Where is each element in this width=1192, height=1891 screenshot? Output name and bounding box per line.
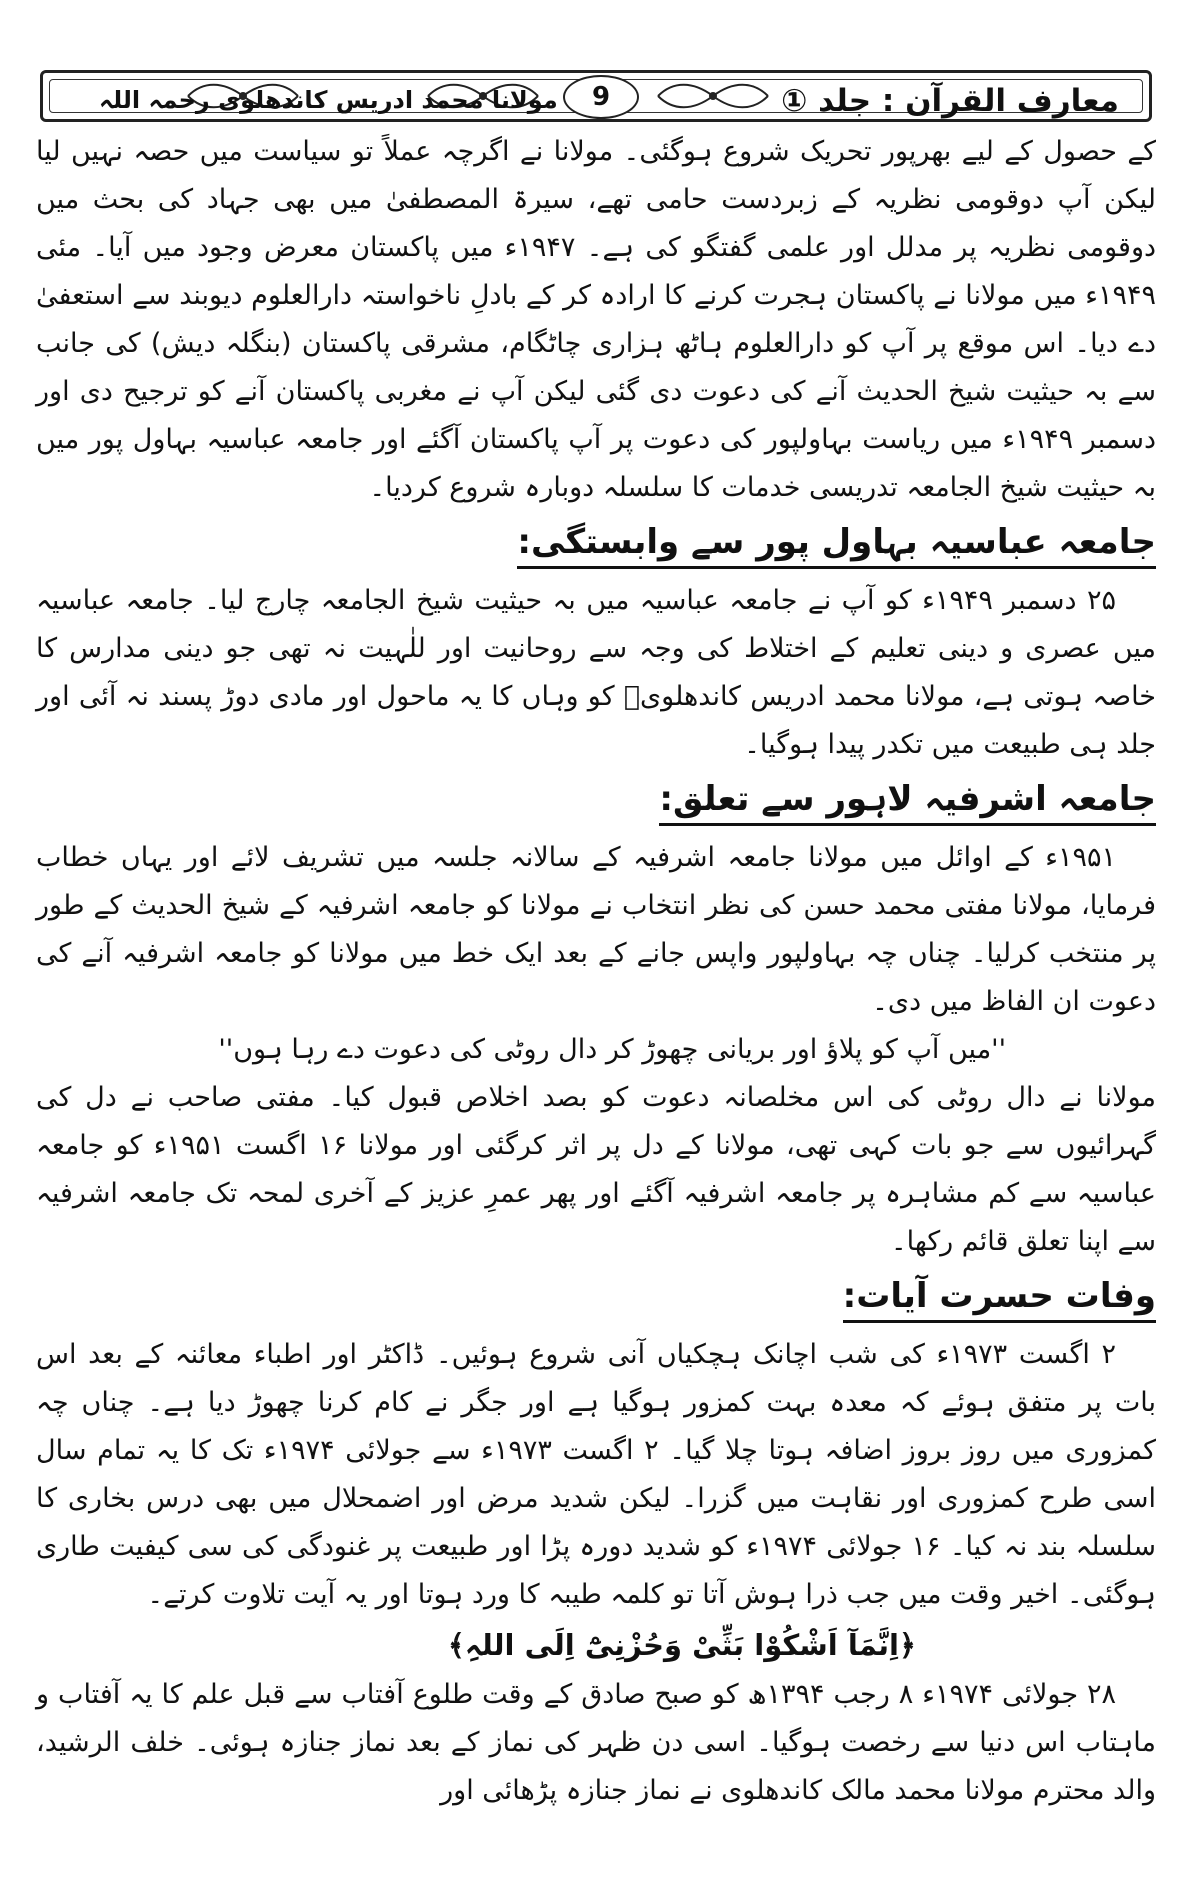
header-author: مولانا محمد ادریس کاندھلوی رحمہ اللہ	[99, 86, 558, 114]
paragraph: کے حصول کے لیے بھرپور تحریک شروع ہوگئی۔ مولانا نے اگرچہ عملاً تو سیاست میں حصہ نہیں لیا لیکن آپ دوقومی نظریہ کے زبردست حامی تھے، سیرۃ المصطفیٰ میں بھی جہاد کی بحث میں دوقومی نظریہ پر مدلل اور علمی گفتگو کی ہے۔ ۱۹۴۷ء میں پاکستان معرض وجود میں آیا۔ مئی ۱۹۴۹ء میں مولانا نے پاکستان ہجرت کرنے کا ارادہ کر کے بادلِ ناخواستہ دارالعلوم دیوبند سے استعفیٰ دے دیا۔ اس موقع پر آپ کو دارالعلوم ہاٹھ ہزاری چاٹگام، مشرقی پاکستان (بنگلہ دیش) کی جانب سے بہ حیثیت شیخ الحدیث آنے کی دعوت دی گئی لیکن آپ نے مغربی پاکستان آنے کو ترجیح دی اور دسمبر ۱۹۴۹ء میں ریاست بہاولپور کی دعوت پر آپ پاکستان آگئے اور جامعہ عباسیہ بہاول پور میں بہ حیثیت شیخ الجامعہ تدریسی خدمات کا سلسلہ دوبارہ شروع کردیا۔	[36, 136, 1157, 503]
paragraph: ۲۵ دسمبر ۱۹۴۹ء کو آپ نے جامعہ عباسیہ میں بہ حیثیت شیخ الجامعہ چارج لیا۔ جامعہ عباسیہ میں عصری و دینی تعلیم کے اختلاط کی وجہ سے روحانیت اور للٰہیت نہ تھی جو دینی مدارس کا خاصہ ہوتی ہے، مولانا محمد ادریس کاندھلویؒ کو وہاں کا یہ ماحول اور مادی دوڑ پسند نہ آئی اور جلد ہی طبیعت میں تکدر پیدا ہوگیا۔	[36, 585, 1156, 760]
header-title: معارف القرآن : جلد ①	[781, 83, 1119, 119]
page-body	[36, 128, 1156, 1815]
paragraph: ۱۹۵۱ء کے اوائل میں مولانا جامعہ اشرفیہ کے سالانہ جلسہ میں تشریف لائے اور یہاں خطاب فرمایا، مولانا مفتی محمد حسن کی نظر انتخاب نے مولانا کو جامعہ اشرفیہ کے شیخ الحدیث کے طور پر منتخب کرلیا۔ چناں چہ بہاولپور واپس جانے کے بعد ایک خط میں مولانا کو جامعہ اشرفیہ آنے کی دعوت ان الفاظ میں دی۔	[36, 842, 1156, 1017]
page-header	[40, 70, 1152, 122]
paragraph: ۲ اگست ۱۹۷۳ء کی شب اچانک ہچکیاں آنی شروع ہوئیں۔ ڈاکٹر اور اطباء معائنہ کے بعد اس بات پر متفق ہوئے کہ معدہ بہت کمزور ہوگیا ہے اور جگر نے کام کرنا چھوڑ دیا ہے۔ چناں چہ کمزوری میں روز بروز اضافہ ہوتا چلا گیا۔ ۲ اگست ۱۹۷۳ء سے جولائی ۱۹۷۴ء تک کا یہ تمام سال اسی طرح کمزوری اور نقاہت میں گزرا۔ لیکن شدید مرض اور اضمحلال میں بھی درس بخاری کا سلسلہ بند نہ کیا۔ ۱۶ جولائی ۱۹۷۴ء کو شدید دورہ پڑا اور طبیعت پر غنودگی کی سی کیفیت طاری ہوگئی۔ اخیر وقت میں جب ذرا ہوش آتا تو کلمہ طیبہ کا ورد ہوتا اور یہ آیت تلاوت کرتے۔	[36, 1339, 1156, 1610]
section-heading: جامعہ اشرفیہ لاہور سے تعلق:	[659, 775, 1156, 826]
section-heading: وفات حسرت آیات:	[843, 1272, 1156, 1323]
ornament-center-right	[653, 79, 773, 113]
page-number: 9	[563, 75, 639, 119]
quran-verse: ﴿اِنَّمَآ اَشْکُوْا بَثِّیْ وَحُزْنِیْٓ اِلَی اللہِ﴾	[447, 1628, 916, 1662]
section-heading: جامعہ عباسیہ بہاول پور سے وابستگی:	[517, 518, 1156, 569]
paragraph: مولانا نے دال روٹی کی اس مخلصانہ دعوت کو بصد اخلاص قبول کیا۔ مفتی صاحب نے دل کی گہرائیوں سے جو بات کہی تھی، مولانا کے دل پر اثر کرگئی اور مولانا ۱۶ اگست ۱۹۵۱ء کو جامعہ عباسیہ سے کم مشاہرہ پر جامعہ اشرفیہ آگئے اور پھر عمرِ عزیز کے آخری لمحہ تک جامعہ اشرفیہ سے اپنا تعلق قائم رکھا۔	[36, 1082, 1157, 1257]
paragraph: ۲۸ جولائی ۱۹۷۴ء ۸ رجب ۱۳۹۴ھ کو صبح صادق کے وقت طلوع آفتاب سے قبل علم کا یہ آفتاب و ماہتاب اس دنیا سے رخصت ہوگیا۔ اسی دن ظہر کی نماز کے بعد نماز جنازہ ہوئی۔ خلف الرشید، والد محترم مولانا محمد مالک کاندھلوی نے نماز جنازہ پڑھائی اور	[36, 1679, 1156, 1806]
quotation: ''میں آپ کو پلاؤ اور بریانی چھوڑ کر دال روٹی کی دعوت دے رہا ہوں''	[218, 1034, 1006, 1065]
